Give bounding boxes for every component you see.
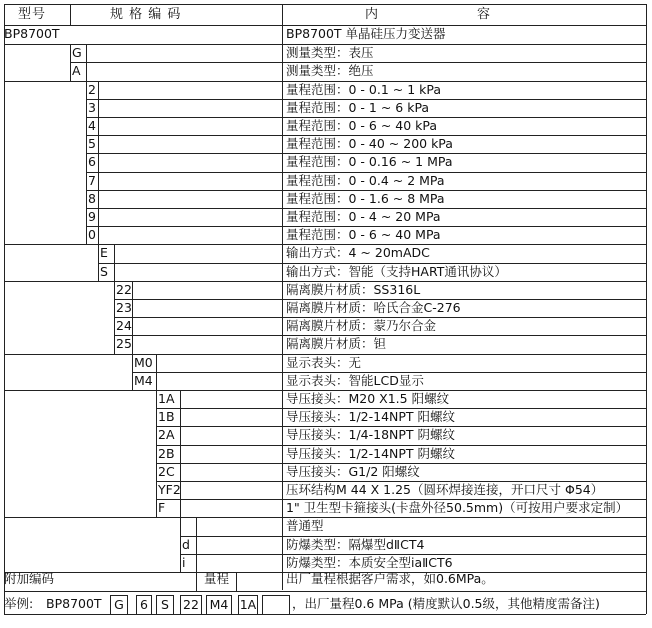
- option-code: 7: [88, 172, 96, 188]
- option-description: 输出方式：智能（支持HART通讯协议）: [286, 263, 507, 279]
- option-description: 测量类型：表压: [286, 45, 374, 61]
- option-code: 1A: [158, 391, 175, 406]
- example-model: BP8700T: [46, 596, 102, 611]
- option-description: 导压接头：1/2-14NPT 阴螺纹: [286, 445, 456, 461]
- option-description: 普通型: [286, 518, 324, 534]
- option-description: 隔离膜片材质：蒙乃尔合金: [286, 318, 437, 334]
- option-description: 量程范围：0 - 6 ~ 40 kPa: [286, 118, 438, 133]
- extra-description: 出厂量程根据客户需求，如0.6MPa。: [286, 571, 494, 586]
- example-code-box: S: [156, 595, 174, 615]
- option-code: 22: [116, 281, 132, 297]
- option-code: E: [100, 245, 108, 261]
- option-description: 隔离膜片材质：SS316L: [286, 281, 421, 297]
- option-description: 导压接头：1/2-14NPT 阳螺纹: [286, 409, 456, 425]
- option-description: 导压接头：G1/2 阳螺纹: [286, 463, 420, 479]
- option-description: 导压接头：M20 X1.5 阳螺纹: [286, 391, 450, 406]
- example-code-box: G: [110, 595, 128, 615]
- option-description: 量程范围：0 - 40 ~ 200 kPa: [286, 136, 453, 152]
- option-code: 6: [88, 154, 96, 170]
- option-description: 量程范围：0 - 4 ~ 20 MPa: [286, 209, 441, 224]
- option-code: 2C: [158, 463, 175, 479]
- example-code-box: 22: [180, 595, 202, 615]
- option-description: 量程范围：0 - 0.4 ~ 2 MPa: [286, 172, 445, 188]
- option-description: 测量类型：绝压: [286, 63, 374, 79]
- option-description: 输出方式：4 ~ 20mADC: [286, 245, 430, 261]
- option-description: 显示表头：无: [286, 354, 362, 370]
- example-label: 举例:: [4, 596, 34, 611]
- extra-code: 量程: [204, 571, 230, 586]
- model-description: BP8700T 单晶硅压力变送器: [286, 26, 446, 41]
- option-description: 1" 卫生型卡箍接头(卡盘外径50.5mm)（可按用户要求定制）: [286, 500, 629, 516]
- option-code: S: [100, 263, 108, 279]
- header-content: 内 容: [365, 7, 492, 22]
- option-description: 量程范围：0 - 0.1 ~ 1 kPa: [286, 81, 442, 97]
- option-description: 隔离膜片材质：钽: [286, 336, 387, 352]
- option-code: 9: [88, 209, 96, 224]
- header-spec: 规 格 编 码: [110, 7, 182, 22]
- option-description: 导压接头：1/4-18NPT 阴螺纹: [286, 427, 456, 443]
- example-code-box: M4: [206, 595, 232, 615]
- option-code: 2: [88, 81, 96, 97]
- option-description: 防爆类型：隔爆型dⅡCT4: [286, 536, 425, 552]
- option-description: 量程范围：0 - 6 ~ 40 MPa: [286, 227, 441, 243]
- option-code: G: [72, 45, 82, 61]
- option-code: 8: [88, 190, 96, 206]
- option-code: M4: [134, 372, 153, 388]
- option-code: A: [72, 63, 81, 79]
- example-code-box: [262, 595, 290, 615]
- option-description: 压环结构M 44 X 1.25（圆环焊接连接，开口尺寸 Φ54）: [286, 482, 604, 497]
- header-model: 型号: [18, 7, 47, 22]
- option-code: 4: [88, 118, 96, 133]
- option-code: 2A: [158, 427, 175, 443]
- option-description: 防爆类型：本质安全型iaⅡCT6: [286, 554, 453, 570]
- option-code: YF2: [158, 482, 181, 497]
- model-code: BP8700T: [4, 26, 60, 41]
- option-code: d: [182, 536, 190, 552]
- option-code: i: [182, 554, 186, 570]
- option-description: 显示表头：智能LCD显示: [286, 372, 424, 388]
- example-code-box: 1A: [238, 595, 258, 615]
- option-code: F: [158, 500, 166, 516]
- option-code: 24: [116, 318, 132, 334]
- option-code: 2B: [158, 445, 175, 461]
- example-code-box: 6: [136, 595, 152, 615]
- extra-code-label: 附加编码: [4, 571, 55, 586]
- option-code: 1B: [158, 409, 175, 425]
- option-code: 3: [88, 99, 96, 115]
- example-note: ，出厂量程0.6 MPa (精度默认0.5级，其他精度需备注): [292, 596, 600, 611]
- option-code: 5: [88, 136, 96, 152]
- option-description: 量程范围：0 - 1 ~ 6 kPa: [286, 99, 430, 115]
- option-code: 23: [116, 300, 132, 315]
- option-description: 量程范围：0 - 1.6 ~ 8 MPa: [286, 190, 445, 206]
- option-code: M0: [134, 354, 153, 370]
- option-description: 隔离膜片材质：哈氏合金C-276: [286, 300, 461, 315]
- option-code: 0: [88, 227, 96, 243]
- option-code: 25: [116, 336, 132, 352]
- option-description: 量程范围：0 - 0.16 ~ 1 MPa: [286, 154, 453, 170]
